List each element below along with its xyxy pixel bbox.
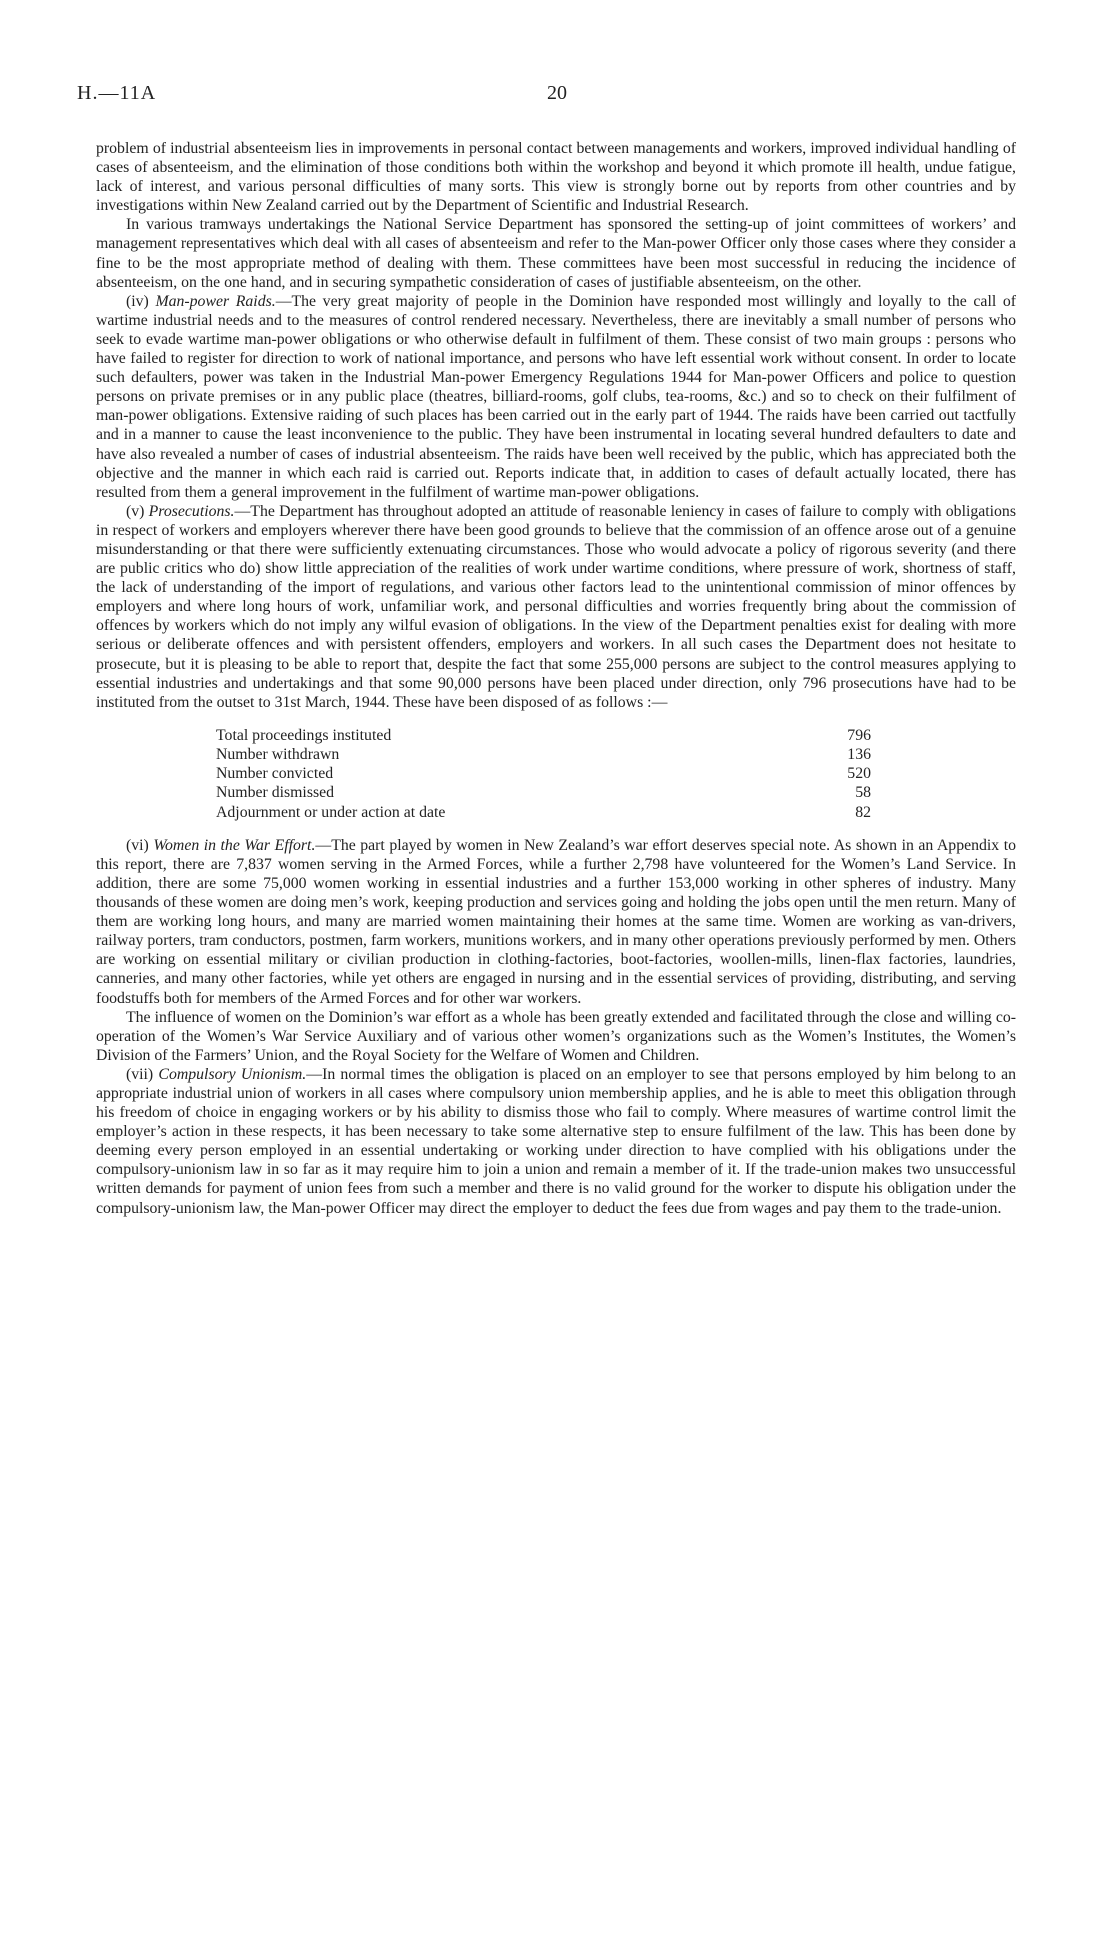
section-number: (v) [126,502,149,520]
prosecutions-table [216,726,871,822]
section-heading: Man-power Raids. [155,292,276,310]
paragraph-tramways-committees: In various tramways undertakings the National Service Department has sponsored the setting-up of joint committees of workers’ and management representatives which deal with all cases of absenteeism and refer to the Man-power Officer only those cases where they consider a fine to be the most appropriate method of dealing with them. These committees have been most successful in reducing the incidence of absenteeism, on the one hand, and in securing sympathetic consideration of cases of justifiable absenteeism, on the other. [96,216,1016,291]
document-reference: H.—11A [77,82,157,104]
paragraph-text: —The Department has throughout adopted an attitude of reasonable leniency in cases of failure to comply with obligations in respect of workers and employers wherever there have been good grounds to believe that the commission of an offence arose out of a genuine misunderstanding or that there were sufficiently extenuating circumstances. Those who would advocate a policy of rigorous severity (and there are public critics who do) show little appreciation of the realities of work under wartime conditions, where pressure of work, shortness of staff, the lack of understanding of the import of regulations, and various other factors lead to the unintentional commission of minor offences by employers and where long hours of work, unfamiliar work, and personal difficulties and worries frequently bring about the commission of offences by workers which do not imply any wilful evasion of obligations. In the view of the Department penalties exist for dealing with more serious or deliberate offences and with persistent offenders, employers and workers. In all such cases the Department does not hesitate to prosecute, but it is pleasing to be able to report that, despite the fact that some 255,000 persons are subject to the control measures applying to essential industries and undertakings and that some 90,000 persons have been placed under direction, only 796 prosecutions have had to be instituted from the outset to 31st March, 1944. These have been disposed of as follows :— [96,502,1016,711]
row-value: 58 [855,784,871,802]
page-number: 20 [547,82,567,104]
paragraph-manpower-raids [96,292,1016,502]
section-heading: Compulsory Unionism. [158,1065,307,1083]
paragraph-women-organizations: The influence of women on the Dominion’s war effort as a whole has been greatly extended and facilitated through the close and willing co-operation of the Women’s War Service Auxiliary and of various other women’s organizations such as the Women’s Institutes, the Women’s Division of the Farmers’ Union, and the Royal Society for the Welfare of Women and Children. [96,1008,1016,1064]
paragraph-absenteeism-continued: problem of industrial absenteeism lies in improvements in personal contact between managements and workers, improved individual handling of cases of absenteeism, and the elimination of those conditions both within the workshop and beyond it which promote ill health, undue fatigue, lack of interest, and various personal difficulties of many sorts. This view is strongly borne out by reports from other countries and by investigations within New Zealand carried out by the Department of Scientific and Industrial Research. [96,140,1016,215]
table-row [216,783,871,802]
row-label: Adjournment or under action at date [216,803,446,821]
section-heading: Women in the War Effort. [153,836,316,854]
section-number: (vii) [126,1065,159,1083]
section-heading: Prosecutions. [148,502,235,520]
paragraph-compulsory-unionism [96,1065,1016,1218]
row-label: Number withdrawn [216,746,340,763]
paragraph-text: —In normal times the obligation is placed on an employer to see that persons employed by him belong to an appropriate industrial union of workers in all cases where compulsory union membership applies, and he is able to meet this obligation through his freedom of choice in engaging workers or by his ability to dismiss those who fail to comply. Where measures of wartime control limit the employer’s action in these respects, it has been necessary to take some alternative step to ensure fulfilment of the law. This has been done by deeming every person employed in an essential undertaking or working under direction to have complied with his obligations under the compulsory-unionism law in so far as it may require him to join a union and remain a member of it. If the trade-union makes two unsuccessful written demands for payment of union fees from such a member and there is no valid ground for the worker to dispute his obligation under the compulsory-unionism law, the Man-power Officer may direct the employer to deduct the fees due from wages and pay them to the trade-union. [96,1065,1016,1217]
page-header [77,84,1037,110]
table-row [216,745,871,764]
section-number: (iv) [126,292,156,310]
row-value: 520 [847,765,871,783]
paragraph-text: —The part played by women in New Zealand’s war effort deserves special note. As shown in an Appendix to this report, there are 7,837 women serving in the Armed Forces, while a further 2,798 have volunteered for the Women’s Land Service. In addition, there are some 75,000 women working in essential industries and a further 153,000 working in other spheres of industry. Many thousands of these women are doing men’s work, keeping production and services going and holding the jobs open until the men return. Many of them are working long hours, and many are married women maintaining their homes at the same time. Women are working as van-drivers, railway porters, tram conductors, postmen, farm workers, munitions workers, and in many other operations previously performed by men. Others are working on essential military or civilian production in clothing-factories, boot-factories, woollen-mills, linen-flax factories, laundries, canneries, and many other factories, while yet others are engaged in nursing and in the essential services of providing, distributing, and serving foodstuffs both for members of the Armed Forces and for other war workers. [96,836,1016,1007]
row-label: Number dismissed [216,784,335,802]
table-row [216,764,871,783]
row-value: 82 [855,803,871,821]
row-value: 136 [847,746,871,763]
section-number: (vi) [126,836,154,854]
paragraph-women-war-effort [96,836,1016,1008]
row-label: Total proceedings instituted [216,726,392,744]
row-value: 796 [847,726,871,744]
paragraph-text: —The very great majority of people in the Dominion have responded most willingly and loyally to the call of wartime industrial needs and to the measures of control rendered necessary. Nevertheless, there are inevitably a small number of persons who seek to evade wartime man-power obligations or who otherwise default in fulfilment of them. These consist of two main groups : persons who have failed to register for direction to work of national importance, and persons who have left essential work without consent. In order to locate such defaulters, power was taken in the Industrial Man-power Emergency Regulations 1944 for Man-power Officers and police to question persons on private premises or in any public place (theatres, billiard-rooms, golf clubs, tea-rooms, &c.) and so to check on their fulfilment of man-power obligations. Extensive raiding of such places has been carried out in the early part of 1944. The raids have been carried out tactfully and in a manner to cause the least inconvenience to the public. They have been instrumental in locating several hundred defaulters to date and have also revealed a number of cases of industrial absenteeism. The raids have been well received by the public, which has appreciated both the objective and the manner in which each raid is carried out. Reports indicate that, in addition to cases of default actually located, there has resulted from them a general improvement in the fulfilment of wartime man-power obligations. [96,292,1017,501]
document-body [96,139,1016,1218]
paragraph-prosecutions [96,502,1016,712]
table-row [216,803,871,822]
row-label: Number convicted [216,765,334,783]
table-row [216,726,871,745]
